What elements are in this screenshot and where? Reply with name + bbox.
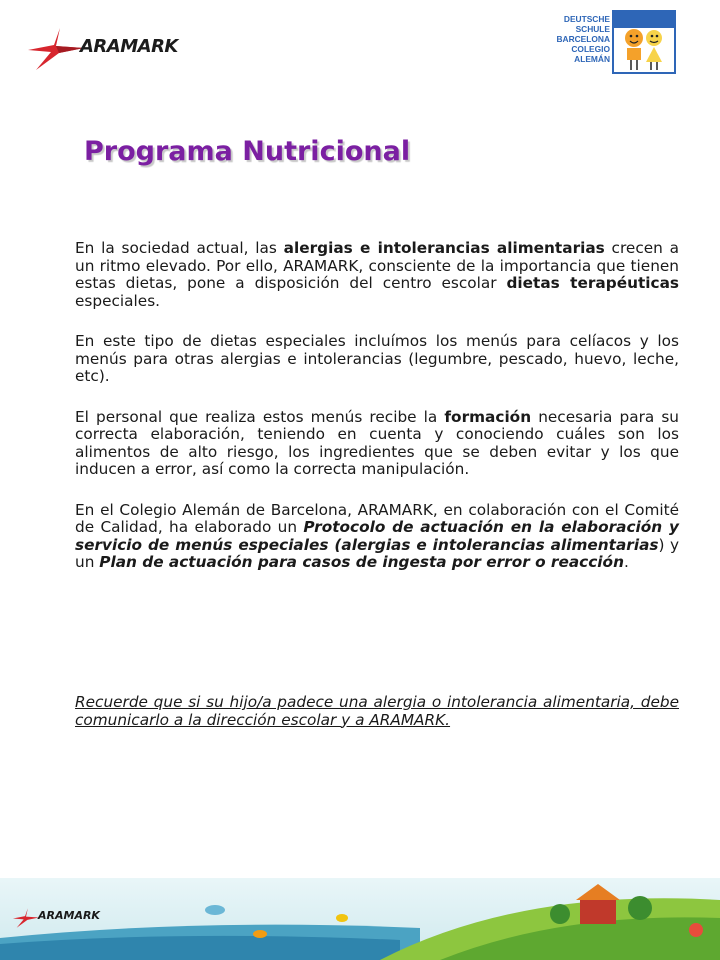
body-content [75, 240, 679, 595]
school-logo [540, 10, 680, 76]
school-line: BARCELONA [556, 34, 610, 44]
house-icon [580, 898, 616, 924]
school-line: ALEMÁN [574, 54, 610, 64]
allergy-notice: Recuerde que si su hijo/a padece una alergia o intolerancia alimentaria, debe comunicarlo a la dirección escolar y a ARAMARK. [75, 693, 679, 729]
aramark-star-icon [12, 905, 40, 931]
school-line: COLEGIO [571, 44, 610, 54]
paragraph-text: especiales. [75, 291, 161, 310]
fish-icon [253, 930, 267, 938]
page-title: Programa Nutricional [84, 136, 411, 167]
tree-icon [550, 904, 570, 924]
emphasis-text: Protocolo de actuación en la elaboración y servicio de menús especiales (alergias e intolerancias alimentarias [75, 518, 679, 554]
fish-icon [336, 914, 348, 922]
school-children-icon [612, 10, 676, 74]
paragraph [75, 502, 679, 572]
school-name [540, 14, 610, 64]
tree-icon [628, 896, 652, 920]
paragraph-text: En este tipo de dietas especiales incluímos los menús para celíacos y los menús para otras alergias e intolerancias (legumbre, pescado, huevo, leche, etc). [75, 332, 679, 385]
paragraph-text: necesaria para su correcta elaboración, teniendo en cuenta y conociendo cuáles son los alimentos de alto riesgo, los ingredientes que se deben evitar y los que inducen a error, así como la correcta manipulación. [75, 407, 679, 478]
emphasis-text: Plan de actuación para casos de ingesta por error o reacción [99, 553, 624, 571]
aramark-wordmark: ARAMARK [80, 36, 178, 57]
paragraph-text: ) y un [75, 535, 680, 571]
school-line: SCHULE [575, 24, 610, 34]
footer-aramark-logo [12, 905, 122, 931]
footer-wordmark: ARAMARK [38, 909, 100, 922]
flower-icon [689, 923, 703, 937]
aramark-logo [26, 26, 186, 72]
paragraph-text: crecen a un ritmo elevado. Por ello, ARAMARK, consciente de la importancia que tienen estas dietas, pone a disposición del centro escolar [75, 239, 680, 292]
school-line: DEUTSCHE [563, 14, 610, 24]
paragraph-text: . [623, 553, 629, 571]
paragraph [75, 333, 679, 386]
paragraph [75, 409, 679, 479]
emphasis-text: alergias e intolerancias alimentarias [283, 239, 605, 257]
aramark-star-icon [26, 26, 86, 72]
paragraph [75, 240, 679, 310]
paragraph-text: El personal que realiza estos menús recibe la [75, 407, 445, 426]
paragraph-text: En la sociedad actual, las [75, 239, 284, 257]
emphasis-text: formación [444, 407, 532, 426]
fish-icon [205, 905, 225, 915]
emphasis-text: dietas terapéuticas [506, 274, 680, 292]
paragraph-text: En el Colegio Alemán de Barcelona, ARAMARK, en colaboración con el Comité de Calidad, ha elaborado un [75, 500, 679, 536]
